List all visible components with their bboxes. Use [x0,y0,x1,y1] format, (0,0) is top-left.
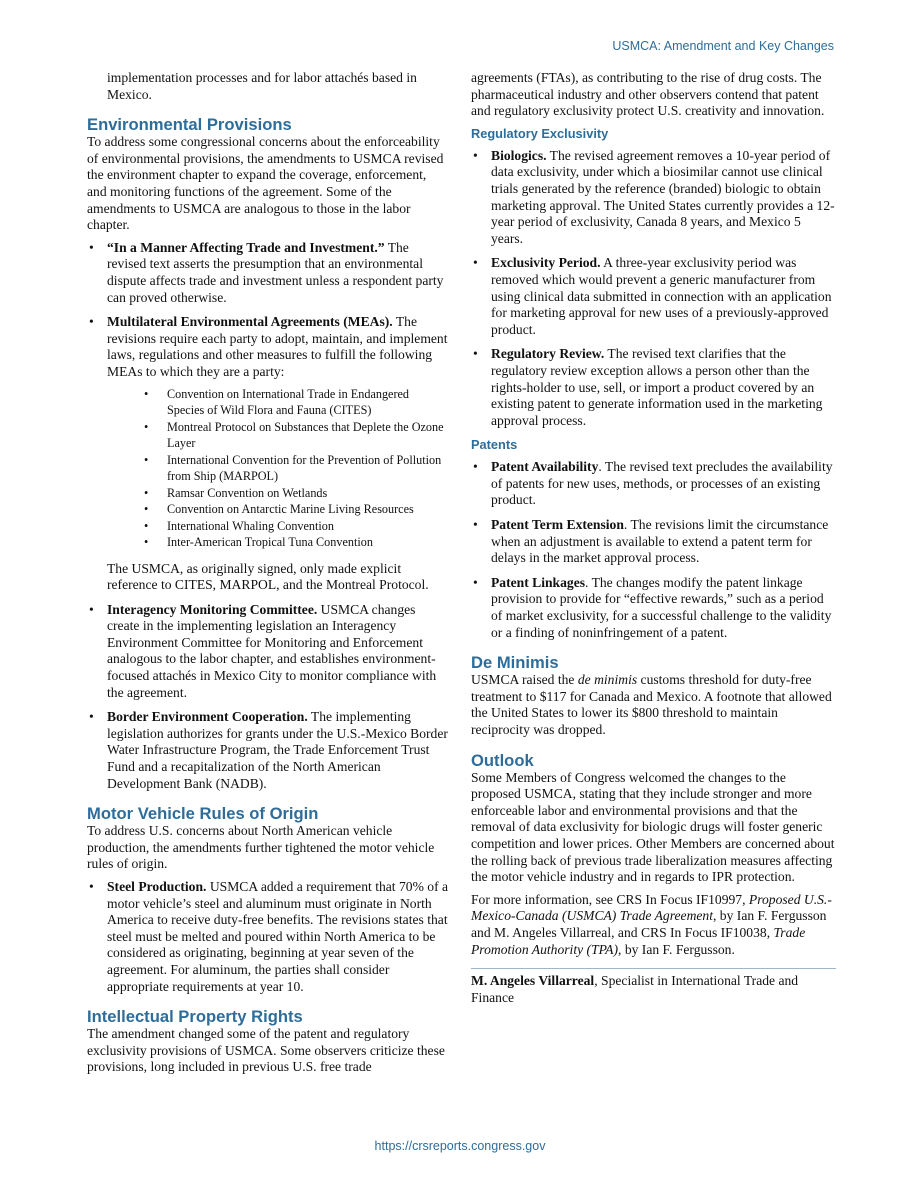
env-bullet-border-cooperation [87,709,449,792]
right-column [471,70,836,1012]
author-divider [471,968,836,969]
bullet-text: USMCA changes create in the implementing legislation an Interagency Environment Committee for Monitoring and Enforcement analogous to the labor chapter, and establishes environment-focused attachés in Mexico City to monitor compliance with the agreement. [107,601,437,700]
de-minimis-paragraph [471,672,836,738]
bullet-text: The revised agreement removes a 10-year period of data exclusivity, under which a biosimilar cannot use clinical trials generated by the reference (branded) biologic to obtain marketing approval. The United States currently provides a 12-year period of exclusivity, Canada 8 years, and Mexico 5 years. [491,147,835,246]
mea-item: • International Convention for the Prevention of Pollution from Ship (MARPOL) [107,452,449,485]
bullet-text: . The changes modify the patent linkage provision to provide for “effective rewards,” such as a period of market exclusivity, for a successful challenge to the validity or a finding of noninfringement of a patent. [491,574,832,640]
patent-bullet-availability [471,459,836,509]
heading-ipr: Intellectual Property Rights [87,1007,303,1027]
bullet-title: Patent Linkages [491,574,586,590]
bullet-title: Interagency Monitoring Committee. [107,601,318,617]
heading-outlook: Outlook [471,750,534,770]
bullet-text: The revised text asserts the presumption that an environmental dispute affects trade and investment unless a respondent party can proved otherwise. [107,239,444,305]
heading-de-minimis: De Minimis [471,653,559,673]
mea-item: • Ramsar Convention on Wetlands [107,485,449,502]
footer-url[interactable]: https://crsreports.congress.gov [374,1139,546,1153]
mea-list [107,386,449,551]
heading-regulatory-exclusivity: Regulatory Exclusivity [471,125,609,141]
mea-item: • International Whaling Convention [107,518,449,535]
report-title: Trade Promotion Authority (TPA) [471,924,806,957]
continued-text: agreements (FTAs), as contributing to the rise of drug costs. The pharmaceutical industry and other observers contend that patent and regulatory exclusivity protect U.S. creativity and innovation. [471,70,825,119]
heading-patents: Patents [471,437,518,453]
bullet-text: . The revised text precludes the availability of patents for new uses, methods, or processes of an existing product. [491,459,833,508]
reg-bullet-list [471,148,836,430]
mea-item: • Montreal Protocol on Substances that Deplete the Ozone Layer [107,419,449,452]
author-info [471,973,836,1006]
reg-bullet-biologics [471,148,836,248]
env-bullet-monitoring-committee [87,602,449,702]
bullet-title: Multilateral Environmental Agreements (MEAs). [107,314,393,330]
mea-item: • Convention on Antarctic Marine Living Resources [107,501,449,518]
bullet-text: A three-year exclusivity period was removed which would prevent a generic manufacturer from using clinical data submitted in connection with an application for marketing approval for new uses of a previously-approved product. [491,255,832,337]
bullet-title: Steel Production. [107,879,207,894]
bullet-title: Regulatory Review. [491,346,605,362]
text-run: , by Ian F. Fergusson. [618,941,735,957]
bullet-title: Patent Term Extension [491,517,624,533]
reg-bullet-regulatory-review [471,346,836,429]
bullet-title: Biologics. [491,147,547,163]
bullet-text: USMCA added a requirement that 70% of a motor vehicle’s steel and aluminum must originate in North America to receive duty-free benefits. The revisions states that steel must be melted and poured within North America to be considered as originating, beginning at year seven of the agreement. For aluminum, the parties shall consider appropriate requirements at year 10. [107,879,449,994]
italic-term: de minimis [577,672,638,688]
outlook-paragraph: Some Members of Congress welcomed the changes to the proposed USMCA, stating that they include stronger and more enforceable labor and environmental provisions and that the removal of data exclusivity for biologic drugs will foster generic competition and lower prices. Other Members are concerned about the rolling back of previous trade liberalization measures affecting the motor vehicle industry and in regards to IPR protection. [471,769,835,885]
continued-text: implementation processes and for labor attachés based in Mexico. [107,70,417,102]
mea-item: • Convention on International Trade in Endangered Species of Wild Flora and Fauna (CITES) [107,386,449,419]
author-role: , Specialist in International Trade and Finance [471,973,799,1005]
text-run: customs threshold for duty-free treatment to $117 for Canada and Mexico. A footnote that allowed the United States to lower its $800 threshold to maintain reciprocity was dropped. [471,672,832,737]
patent-bullet-term-extension [471,517,836,567]
more-info-paragraph [471,892,836,958]
text-run: For more information, see CRS In Focus IF10997, [471,891,749,907]
bullet-text: The revised text clarifies that the regulatory review exception allows a person other than the rights-holder to use, sell, or import a product covered by an existing patent to generate information used in the marketing approval process. [491,346,823,428]
mv-bullet-list [87,879,449,995]
bullet-title: “In a Manner Affecting Trade and Investment.” [107,239,385,255]
author-name: M. Angeles Villarreal [471,973,595,989]
heading-motor-vehicle: Motor Vehicle Rules of Origin [87,804,319,824]
mv-bullet-steel [87,879,449,995]
mea-item: • Inter-American Tropical Tuna Convention [107,534,449,551]
env-bullet-meas [87,314,449,594]
bullet-title: Patent Availability [491,459,599,475]
text-run: , by Ian F. Fergusson and M. Angeles Villarreal, and CRS In Focus IF10038, [471,908,827,940]
bullet-text: The revisions require each party to adopt, maintain, and implement laws, regulations and other measures to fulfill the following MEAs to which they are a party: [107,314,448,379]
bullet-text: . The revisions limit the circumstance when an adjustment is available to extend a patent term for delays in the market approval process. [491,517,829,566]
heading-environmental-provisions: Environmental Provisions [87,115,292,135]
left-column [87,70,449,1082]
reg-bullet-exclusivity-period [471,255,836,338]
bullet-text: The implementing legislation authorizes for grants under the U.S.-Mexico Border Water Infrastructure Program, the Trade Enforcement Trust Fund and a recapitalization of the North American Development Bank (NADB). [107,709,448,791]
patent-bullet-list [471,459,836,641]
ipr-paragraph: The amendment changed some of the patent and regulatory exclusivity provisions of USMCA. Some observers criticize these provisions, long included in previous U.S. free trade [87,1026,445,1075]
patent-bullet-linkages [471,575,836,641]
env-paragraph: To address some congressional concerns about the enforceability of environmental provisions, the amendments to USMCA revised the environment chapter to expand the coverage, enforcement, and monitoring functions of the agreement. Some of the amendments to USMCA are analogous to those in the labor chapter. [87,134,444,233]
env-bullet-list [87,240,449,792]
report-title: Proposed U.S.-Mexico-Canada (USMCA) Trade Agreement [471,891,832,924]
text-run: USMCA raised the [471,672,578,688]
env-bullet-trade-investment [87,240,449,306]
mv-paragraph: To address U.S. concerns about North American vehicle production, the amendments further tightened the motor vehicle rules of origin. [87,823,435,872]
running-header: USMCA: Amendment and Key Changes [612,39,834,53]
bullet-title: Exclusivity Period. [491,255,601,271]
mea-note: The USMCA, as originally signed, only made explicit reference to CITES, MARPOL, and the Montreal Protocol. [107,560,429,593]
bullet-title: Border Environment Cooperation. [107,709,308,725]
